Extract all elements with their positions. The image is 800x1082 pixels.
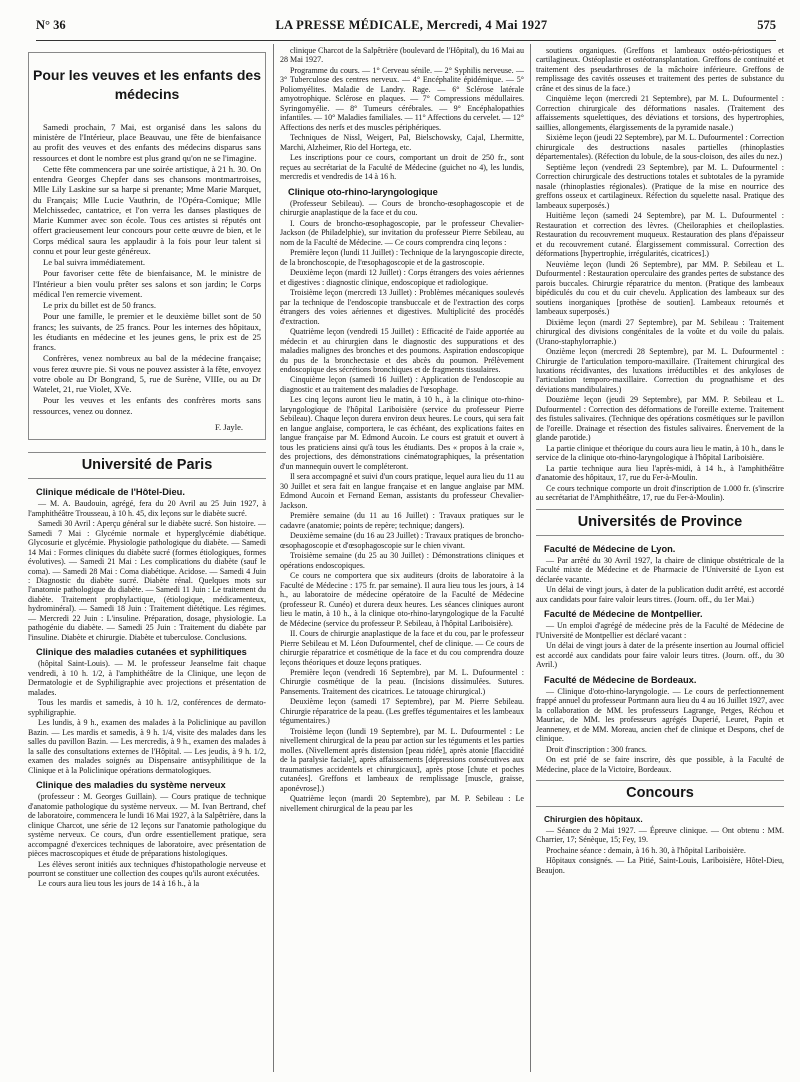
paragraph: Première leçon (vendredi 16 Septembre), par M. L. Dufourmentel : Chirurgie cosmétique de la peau. (Incisions dissimulées. Sutures. Pansements. Traitement des cicatrices. Le tatouage chirurgical.) <box>280 668 524 696</box>
paragraph: Troisième semaine (du 25 au 30 Juillet) : Démonstrations cliniques et opérations endoscopiques. <box>280 551 524 570</box>
montpellier-body <box>536 621 784 669</box>
paragraph: Le prix du billet est de 50 francs. <box>43 300 156 311</box>
column-rule <box>273 44 274 1072</box>
paragraph: Dixième leçon (mardi 27 Septembre), par M. Sebileau : Traitement chirurgical des divisions congénitales de la voûte et du voile du palais. (Urano-staphylorraphie.) <box>536 317 784 346</box>
paragraph: — Par arrêté du 30 Avril 1927, la chaire de clinique obstétricale de la Faculté mixte de Médecine et de Pharmacie de l'Université de Lyon est déclarée vacante. <box>536 555 784 584</box>
paragraph: Les cinq leçons auront lieu le matin, à 10 h., à la clinique oto-rhino-laryngologique de l'hôpital Lariboisière (service du professeur Pierre Sebileau). Chaque leçon durera environ deux heures. Le cours, qui sera fait en langue anglaise, comportera, le cas échéant, des explications faites en langue française par M. Edmond Aucoin. Le cours est gratuit et ouvert à tous les praticiens ainsi qu'à tous les étudiants. Des « propos à la craie », des projections, des démonstrations cinématographiques, la présentation d'un mannequin ouvert le compléteront. <box>280 395 524 471</box>
section-universites-province: Universités de Province <box>536 509 784 536</box>
page-number-left: N° 36 <box>36 18 66 32</box>
paragraph: Pour les veuves et les enfants des confrères morts sans ressources, venez ou donnez. <box>33 395 261 416</box>
clinique-nerveux-title: Clinique des maladies du système nerveux <box>36 780 226 791</box>
paragraph: clinique Charcot de la Salpêtrière (boulevard de l'Hôpital), du 16 Mai au 28 Mai 1927. <box>280 46 524 65</box>
veuves-body <box>33 122 261 416</box>
paragraph: (hôpital Saint-Louis). — M. le professeur Jeanselme fait chaque vendredi, à 10 h. 1/2, à l'amphithéâtre de la Clinique, une leçon de Dermatologie et de Syphiligraphie avec projections et présentation de malades. <box>28 659 266 697</box>
paragraph: soutiens organiques. (Greffons et lambeaux ostéo-périostiques et cartilagineux. Ostéoplastie et ostéotransplantation. Greffons de continuité et traitement des pseudarthroses de la mâchoire inférieure. Greffons de remplissage des cavités osseuses et traitement des pertes de substance du crâne et des sinus de la face.) <box>536 46 784 93</box>
paragraph: Hôpitaux consignés. — La Pitié, Saint-Louis, Lariboisière, Hôtel-Dieu, Beaujon. <box>536 856 784 875</box>
column-1 <box>28 46 266 1074</box>
section-concours: Concours <box>536 780 784 807</box>
paragraph: La partie technique aura lieu l'après-midi, à 14 h., à l'amphithéâtre d'anatomie des hôpitaux, 17, rue du Fer-à-Moulin. <box>536 463 784 483</box>
salpetriere-continuation <box>280 46 524 182</box>
page-number-right: 575 <box>757 18 776 32</box>
paragraph: Samedi prochain, 7 Mai, est organisé dans les salons du ministère de l'Intérieur, place Beauvau, une fête de bienfaisance au profit des veuves et des enfants des médecins disparus sans ressources et dont le nombre est plus grand qu'on ne se l'imagine. <box>33 121 261 163</box>
paragraph: Prochaine séance : demain, à 16 h. 30, à l'hôpital Lariboisière. <box>546 845 746 855</box>
paragraph: Deuxième semaine (du 16 au 23 Juillet) : Travaux pratiques de broncho-œsophagoscopie et d'œsophagoscopie sur le chien vivant. <box>280 531 524 550</box>
hopitaux-title: Chirurgien des hôpitaux. <box>544 814 643 825</box>
paragraph: Neuvième leçon (lundi 26 Septembre), par MM. P. Sebileau et L. Dufourmentel : Restauration operculaire des grandes pertes de substance des parois buccales. Chirurgie réparatrice du menton. (Pratique des lambeaux bipédiculés du cou et du cuir chevelu. Application des lambeaux sur des soutiens inorganiques [prothèse de soutien]. Lambeaux retournés et lambeaux superposés.) <box>536 259 784 317</box>
paragraph: Ce cours ne comportera que six auditeurs (droits de laboratoire à la Faculté de Médecine : 175 fr. par semaine). Il aura lieu tous les jours, à 14 h., au laboratoire de médecine opératoire de la Faculté de Médecine (professeur R. Cunéo) et durera deux heures. Les séances cliniques auront lieu le matin, à 10 h., à la clinique oto-rhino-laryngologique de la Faculté de Médecine (service du professeur P. Sebileau, à l'hôpital Lariboisière). <box>280 571 524 628</box>
paragraph: Cinquième leçon (mercredi 21 Septembre), par M. L. Dufourmentel : Correction chirurgicale des déformations nasales. (Traitement des affaissements squelettiques, des déviations et torsions, des hypertrophies, saillies, allongements, élargissements de la pyramide nasale.) <box>536 94 784 132</box>
paragraph: Onzième leçon (mercredi 28 Septembre), par M. L. Dufourmentel : Chirurgie de l'articulation temporo-maxillaire. (Traitement chirurgical des luxations récidivantes, des luxations irréductibles et des ankyloses de l'articulation temporo-maxillaire. Correction du prognathisme et des déviations mandibulaires.) <box>536 347 784 394</box>
paragraph: Quatrième leçon (vendredi 15 Juillet) : Efficacité de l'aide apportée au médecin et au chirurgien dans le diagnostic des suppurations et des maladies malignes des bronches et des poumons. Aspiration endoscopique du pus de la bronchectasie et des abcès du poumon. Prélèvement endoscopique des sécrétions bronchiques et de fragments tissulaires. <box>280 327 524 374</box>
paragraph: Techniques de Nissl, Weigert, Pal, Bielschowsky, Cajal, Lhermitte, Marchi, Alzheimer, Rio del Hortega, etc. <box>280 133 524 152</box>
page-header <box>36 18 776 41</box>
paragraph: Deuxième leçon (mardi 12 Juillet) : Corps étrangers des voies aériennes et digestives : diagnostic clinique, endoscopique et radiologique. <box>280 268 524 287</box>
orl-continuation <box>536 46 784 503</box>
veuves-signature: F. Jayle. <box>214 421 243 432</box>
paragraph: Les élèves seront initiés aux techniques d'histopathologie nerveuse et pourront se constituer une collection des coupes qu'ils auront exécutées. <box>28 859 266 878</box>
paragraph: Sixième leçon (jeudi 22 Septembre), par M. L. Dufourmentel : Correction chirurgicale des destructions nasales partielles (rhinoplasties départementales). (Réfection du lobule, de la sous-cloison, des ailes du nez.) <box>536 133 784 162</box>
paragraph: On est prié de se faire inscrire, dès que possible, à la Faculté de Médecine, place de la Victoire, Bordeaux. <box>536 755 784 774</box>
clinique-cutanees-body <box>28 659 266 775</box>
montpellier-title: Faculté de Médecine de Montpellier. <box>544 609 703 620</box>
paragraph: II. Cours de chirurgie anaplastique de la face et du cou, par le professeur Pierre Sebileau et M. Léon Dufourmentel, chef de clinique. — Ce cours de chirurgie réparatrice et cosmétique de la face et du cou comprendra douze leçons théoriques et douze leçons pratiques. <box>280 629 524 667</box>
paragraph: Il sera accompagné et suivi d'un cours pratique, lequel aura lieu du 11 au 30 Juillet et sera fait en langue française et en langue anglaise par MM. Edmond Aucoin et Fernand Eeman, assistants du professeur Chevalier-Jackson. <box>280 472 524 510</box>
paragraph: Un délai de vingt jours, à dater de la publication dudit arrêté, est accordé aux candidats pour faire valoir leurs titres. (Journ. off., du 1er Mai.) <box>536 585 784 604</box>
paragraph: Cinquième leçon (samedi 16 Juillet) : Application de l'endoscopie au diagnostic et au traitement des maladies de l'œsophage. <box>280 375 524 394</box>
paragraph: Troisième leçon (mercredi 13 Juillet) : Problèmes mécaniques soulevés par la technique de l'endoscopie transbuccale et de l'extraction des corps étrangers des voies aériennes et digestives. Multiplicité des procédés d'extraction. <box>280 288 524 326</box>
bordeaux-body <box>536 687 784 774</box>
paragraph: — Séance du 2 Mai 1927. — Épreuve clinique. — Ont obtenu : MM. Charrier, 17; Sénèque, 15; Fey, 19. <box>536 826 784 845</box>
paragraph: Tous les mardis et samedis, à 10 h. 1/2, conférences de dermato-syphiligraphie. <box>28 698 266 717</box>
column-3 <box>536 46 784 1074</box>
paragraph: (professeur : M. Georges Guillain). — Cours pratique de technique d'anatomie pathologique du système nerveux. — M. Ivan Bertrand, chef de laboratoire, commencera le lundi 16 Mai 1927, à la Salpêtrière, dans la clinique Charcot, une série de 12 leçons sur l'anatomie pathologique du système nerveux. Ce cours, d'un ordre essentiellement pratique, sera accompagné d'exercices techniques de laboratoire, avec présentation de pièces macroscopiques et étude de préparations histologiques. <box>28 792 266 859</box>
hopitaux-body <box>536 826 784 875</box>
paragraph: Deuxième leçon (samedi 17 Septembre), par M. Pierre Sebileau. Chirurgie réparatrice de la peau. (Les greffes tégumentaires et les lambeaux tégumentaires.) <box>280 697 524 726</box>
bordeaux-title: Faculté de Médecine de Bordeaux. <box>544 674 697 685</box>
paragraph: — M. A. Baudouin, agrégé, fera du 20 Avril au 25 Juin 1927, à l'amphithéâtre Trousseau, à 10 h. 45, dix leçons sur le diabète sucré. <box>28 499 266 518</box>
clinique-nerveux-body <box>28 792 266 889</box>
paragraph: Le bal suivra immédiatement. <box>43 257 146 268</box>
journal-title: LA PRESSE MÉDICALE, Mercredi, 4 Mai 1927 <box>275 18 548 32</box>
clinique-orl-body <box>280 199 524 814</box>
clinique-hotel-dieu-body <box>28 499 266 642</box>
column-rule <box>530 44 531 1072</box>
paragraph: — Un emploi d'agrégé de médecine près de la Faculté de Médecine de l'Université de Montpellier est déclaré vacant : <box>536 621 784 640</box>
paragraph: Droit d'inscription : 300 francs. <box>546 744 647 754</box>
column-2 <box>280 46 524 1074</box>
lyon-title: Faculté de Médecine de Lyon. <box>544 543 676 554</box>
veuves-title: Pour les veuves et les enfants des médecins <box>33 67 261 102</box>
paragraph: Troisième leçon (lundi 19 Septembre), par M. L. Dufourmentel : Le nivellement chirurgical de la peau par action sur les téguments et les parties molles. (Nivellement après distension [peau ridée], après atonie [flaccidité de la paralysie faciale], après affaissements [dépressions consécutives aux traumatismes accidentels et chirurgicaux], après ptose [chute et poches cutanées]. Greffons et lambeaux de remplissage [muscle, graisse, aponévrose].) <box>280 726 524 793</box>
clinique-orl-title: Clinique oto-rhino-laryngologique <box>288 186 438 197</box>
paragraph: Pour une famille, le premier et le deuxième billet sont de 50 francs; les suivants, de 25 francs. Pour les internes des hôpitaux, les étudiants en médecine et les jeunes gens, le prix est de 25 francs. <box>33 311 261 353</box>
clinique-hotel-dieu-title: Clinique médicale de l'Hôtel-Dieu. <box>36 487 185 498</box>
paragraph: (Professeur Sebileau). — Cours de broncho-œsophagoscopie et de chirurgie anaplastique de la face et du cou. <box>280 198 524 218</box>
section-universite-paris: Université de Paris <box>28 452 266 479</box>
paragraph: Pour favoriser cette fête de bienfaisance, M. le ministre de l'Intérieur a bien voulu prêter ses salons et son jardin; le Corps médical l'en remercie vivement. <box>33 268 261 299</box>
paragraph: La partie clinique et théorique du cours aura lieu le matin, à 10 h., dans le service de la clinique oto-rhino-laryngologique à l'hôpital Lariboisière. <box>536 443 784 463</box>
paragraph: Les inscriptions pour ce cours, comportant un droit de 250 fr., sont reçues au secrétariat de la Faculté de Médecine (guichet no 4), les lundis, mercredis et vendredis de 14 à 16 h. <box>280 153 524 182</box>
paragraph: Programme du cours. — 1° Cerveau sénile. — 2° Syphilis nerveuse. — 3° Tuberculose des centres nerveux. — 4° Encéphalite épidémique. — 5° Poliomyélites. Maladie de Landry. Rage. — 6° Sclérose latérale amyotrophique. Sclérose en plaques. — 7° Compressions médullaires. Syringomyélie. — 8° Tumeurs cérébrales. — 9° Encéphalopathies infantiles. — 10° Maladies familiales. — 11° Affections du cervelet. — 12° Affections des nerfs et des muscles périphériques. <box>280 65 524 132</box>
veuves-box <box>28 52 266 440</box>
paragraph: Quatrième leçon (mardi 20 Septembre), par M. P. Sebileau : Le nivellement chirurgical de la peau par les <box>280 794 524 813</box>
paragraph: Première leçon (lundi 11 Juillet) : Technique de la laryngoscopie directe, de la bronchoscopie, de l'œsophagoscopie et de la gastroscopie. <box>280 248 524 267</box>
paragraph: I. Cours de broncho-œsophagoscopie, par le professeur Chevalier-Jackson (de Philadelphie), sur invitation du professeur Pierre Sebileau, au nom de la Faculté de Médecine. — Ce cours comprendra cinq leçons : <box>280 218 524 247</box>
paragraph: — Clinique d'oto-rhino-laryngologie. — Le cours de perfectionnement frappé annuel du professeur Portmann aura lieu du 4 au 16 Juillet 1927, avec la collaboration de MM. les professeurs Lagrange, Petges, Réchou et Mauriac, de MM. les professeurs agrégés Duperié, Leuret, Papin et Jeanneney, et de MM. Moreau, ancien chef de clinique et Despons, chef de clinique. <box>536 686 784 744</box>
paragraph: Septième leçon (vendredi 23 Septembre), par M. L. Dufourmentel : Correction chirurgicale des destructions totales et subtotales de la pyramide nasale (rhinoplasties régionales). (Pratique de la mise en nourrice des greffons osseux et cartilagineux. Réfection du squelette nasal. Pratique des lambeaux superposés.) <box>536 162 784 210</box>
clinique-cutanees-title: Clinique des maladies cutanées et syphilitiques <box>36 647 247 658</box>
lyon-body <box>536 556 784 604</box>
paragraph: Samedi 30 Avril : Aperçu général sur le diabète sucré. Son histoire. — Samedi 7 Mai : Glycémie normale et hyperglycémie diabétique. Glycosurie et glycémie. Physiologie pathologique du diabète. — Samedi 14 Mai : Formes cliniques du diabète sucré (formes étiologiques, formes évolutives). — Samedi 21 Mai : Les complications du diabète (sauf le coma). — Samedi 28 Mai : Coma diabétique. Acidose. — Samedi 4 Juin : Diagnostic du diabète sucré. Diabète rénal. Quelques mots sur l'anatomie pathologique du diabète. — Samedi 11 Juin : Le traitement du diabète. Traitement prophylactique, (étiologique, médicamenteux, hydrominéral). — Samedi 18 Juin : Traitement diététique. Les régimes. — Mercredi 22 Juin : L'insuline. Préparation, dosage, physiologie. La pathogénie du diabète. — Samedi 25 Juin : Traitement du diabète par l'insuline. Diabète et chirurgie. Diabète et tuberculose. Conclusions. <box>28 519 266 642</box>
paragraph: Un délai de vingt jours à dater de la présente insertion au Journal officiel est accordé aux candidats pour faire valoir leurs titres. (Journ. off., du 30 Avril.) <box>536 641 784 670</box>
paragraph: Le cours aura lieu tous les jours de 14 à 16 h., à la <box>38 879 200 889</box>
paragraph: Confrères, venez nombreux au bal de la médecine française; vous ferez œuvre pie. Si vous ne pouvez assister à la fête, envoyez votre obole au Dr Bongrand, 5, rue de Surène, VIIIe, ou au Dr Watelet, 21, rue Violet, XVe. <box>33 353 261 395</box>
paragraph: Huitième leçon (samedi 24 Septembre), par M. L. Dufourmentel : Restauration et correction des lèvres. (Cheiloraphies et cheiloplasties. Restauration du recouvrement muqueux. Restauration des plans d'épaisseur et du recouvrement cutané. Élargissement commissural. Correction des déformations [hypertrophie, irrégularités, cicatrices].) <box>536 211 784 259</box>
paragraph: Cette fête commencera par une soirée artistique, à 21 h. 30. On entendra Georges Chepfer dans ses chansons montmartroises, Mlle Lily Laskine sur sa harpe si prenante; Mme Marie Marquet, du Français; Mlle Lucie Vauthrin, de l'Opéra-Comique; Mlle Melchissedec, cantatrice, et l'on verra les danses plastiques de Marie Kummer avec son école. Tous ces artistes si réputés ont offert gracieusement leur concours pour cette œuvre de bien, et le Corps médical saura les applaudir à la fois pour leur talent si connu et pour leur geste généreux. <box>33 163 261 256</box>
paragraph: Première semaine (du 11 au 16 Juillet) : Travaux pratiques sur le cadavre (anatomie; points de repère; technique; dangers). <box>280 511 524 530</box>
paragraph: Douzième leçon (jeudi 29 Septembre), par MM. P. Sebileau et L. Dufourmentel : Correction des déformations de l'oreille externe. Traitement des fistules salivaires. (Technique des opérations cosmétiques sur le pavillon de l'oreille. Drainage et résection des fistules salivaires. Énervement de la glande parotide.) <box>536 395 784 443</box>
paragraph: Ce cours technique comporte un droit d'inscription de 1.000 fr. (s'inscrire au secrétariat de l'Amphithéâtre, 17, rue du Fer-à-Moulin). <box>536 483 784 503</box>
paragraph: Les lundis, à 9 h., examen des malades à la Policlinique au pavillon Bazin. — Les mardis et samedis, à 9 h. 1/4, visite des malades dans les salles du pavillon Bazin. — Les mercredis, à 9 h., examen des malades à la salle des consultations externes de l'Hôpital. — Les jeudis, à 9 h. 1/2, examen des malades soignés au Dispensaire antisyphilitique de la Clinique et à la Policlinique opérations dermatologiques. <box>28 718 266 775</box>
